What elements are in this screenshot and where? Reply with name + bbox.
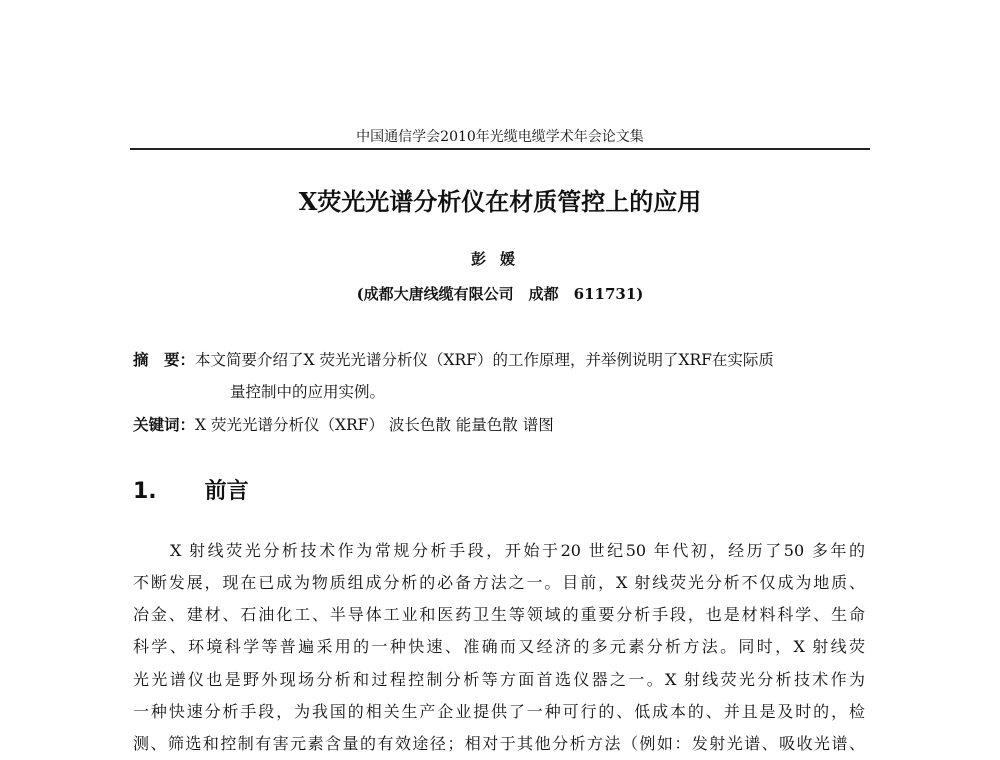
- body-line: X 射线荧光分析技术作为常规分析手段，开始于20 世纪50 年代初，经历了50 多年的: [170, 541, 865, 560]
- section-number: 1.: [133, 479, 157, 504]
- running-header: 中国通信学会2010年光缆电缆学术年会论文集: [356, 129, 644, 145]
- abstract-line: 量控制中的应用实例。: [230, 383, 386, 401]
- paper-title: X荧光光谱分析仪在材质管控上的应用: [298, 187, 702, 216]
- keywords: [133, 413, 554, 435]
- section-heading: [133, 474, 249, 505]
- body-line: 不断发展，现在已成为物质组成分析的必备方法之一。目前，X 射线荧光分析不仅成为地质、: [133, 573, 865, 592]
- body-line: 光光谱仪也是野外现场分析和过程控制分析等方面首选仪器之一。X 射线荧光分析技术作为: [133, 670, 865, 689]
- body-line: 科学、环境科学等普遍采用的一种快速、准确而又经济的多元素分析方法。同时，X 射线荧: [133, 637, 865, 656]
- body-line: 冶金、建材、石油化工、半导体工业和医药卫生等领域的重要分析手段，也是材料科学、生命: [133, 605, 865, 624]
- affiliation: (成都大唐线缆有限公司 成都 611731): [356, 285, 644, 303]
- keywords-text: X 荧光光谱分析仪（XRF） 波长色散 能量色散 谱图: [195, 416, 554, 434]
- header-rule: [130, 148, 870, 150]
- body-line: 一种快速分析手段，为我国的相关生产企业提供了一种可行的、低成本的、并且是及时的，检: [133, 702, 865, 721]
- author: 彭媛: [470, 250, 529, 268]
- keywords-label: 关键词：: [133, 415, 196, 434]
- abstract-label: 摘 要：: [133, 350, 196, 369]
- abstract-line: 本文简要介绍了X 荧光光谱分析仪（XRF）的工作原理，并举例说明了XRF在实际质: [195, 351, 774, 369]
- body-line: 测、筛选和控制有害元素含量的有效途径；相对于其他分析方法（例如：发射光谱、吸收光谱、: [133, 734, 865, 753]
- abstract: [133, 348, 774, 370]
- section-title: 前言: [204, 479, 249, 504]
